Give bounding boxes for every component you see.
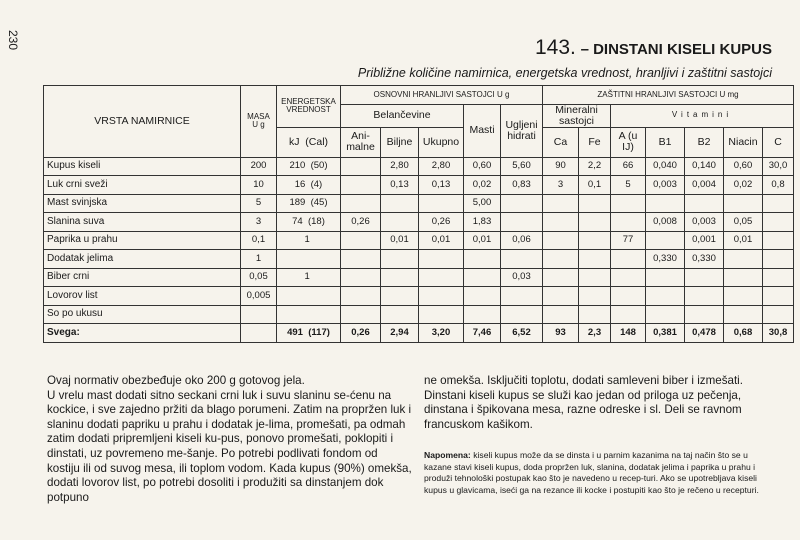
row-energy: 74 (18) xyxy=(277,213,341,232)
col-header-masa: MASA U g xyxy=(241,86,277,158)
row-ugh: 0,83 xyxy=(501,176,543,195)
table-row xyxy=(44,231,794,250)
row-a xyxy=(611,305,646,324)
total-energy: 491 (117) xyxy=(277,324,341,343)
col-header-belancevine: Belančevine xyxy=(341,104,464,127)
row-ugh: 0,03 xyxy=(501,268,543,287)
row-fe xyxy=(579,268,611,287)
recipe-subtitle: Približne količine namirnica, energetska vrednost, hranljivi i zaštitni sastojci xyxy=(357,66,772,80)
row-bilj xyxy=(381,194,419,213)
row-bilj: 2,80 xyxy=(381,157,419,176)
row-uk xyxy=(419,268,464,287)
row-masa: 200 xyxy=(241,157,277,176)
row-c xyxy=(763,194,794,213)
row-c xyxy=(763,287,794,306)
row-energy xyxy=(277,305,341,324)
instructions-left xyxy=(47,374,412,505)
row-b1 xyxy=(646,268,685,287)
row-ca xyxy=(543,213,579,232)
row-a: 66 xyxy=(611,157,646,176)
row-a xyxy=(611,287,646,306)
row-fe xyxy=(579,213,611,232)
row-fe xyxy=(579,250,611,269)
row-bilj: 0,01 xyxy=(381,231,419,250)
total-label: Svega: xyxy=(44,324,241,343)
row-nia: 0,60 xyxy=(724,157,763,176)
row-a xyxy=(611,194,646,213)
table-row-total xyxy=(44,324,794,343)
col-header-a: A (u IJ) xyxy=(611,127,646,157)
row-a xyxy=(611,213,646,232)
row-masti: 0,02 xyxy=(464,176,501,195)
row-ca: 3 xyxy=(543,176,579,195)
col-header-biljne: Biljne xyxy=(381,127,419,157)
row-uk: 0,26 xyxy=(419,213,464,232)
row-ugh xyxy=(501,213,543,232)
row-masa: 0,1 xyxy=(241,231,277,250)
table-row xyxy=(44,194,794,213)
row-ca xyxy=(543,231,579,250)
row-ca xyxy=(543,305,579,324)
total-masti: 7,46 xyxy=(464,324,501,343)
row-masa: 5 xyxy=(241,194,277,213)
row-nia: 0,01 xyxy=(724,231,763,250)
total-ukupno: 3,20 xyxy=(419,324,464,343)
table-row xyxy=(44,268,794,287)
row-c xyxy=(763,250,794,269)
table-row xyxy=(44,250,794,269)
row-ca xyxy=(543,287,579,306)
col-header-c: C xyxy=(763,127,794,157)
row-name: Kupus kiseli xyxy=(44,157,241,176)
row-masa: 3 xyxy=(241,213,277,232)
recipe-number: 143. xyxy=(534,36,576,59)
row-anim xyxy=(341,194,381,213)
row-fe xyxy=(579,305,611,324)
row-energy: 1 xyxy=(277,268,341,287)
row-masa: 0,05 xyxy=(241,268,277,287)
row-b2: 0,004 xyxy=(685,176,724,195)
instructions-body: U vrelu mast dodati sitno seckani crni luk i suvu slaninu se-ćenu na kockice, i sve zajedno pržiti da blago porumeni. Zatim na propržen luk i slaninu dodati papriku u prahu i dodatak je-lima, promešati, pa odmah zatim dodati pripremljeni kiseli ku-pus, ponovo promešati, poklopiti i dinstati, uz povremeno me-šanje. Po potrebi podlivati fondom od kostiju ili od suvog mesa, ili toplom vodom. Kada kupus (90%) omekša, dodati lovorov list, po potrebi dosoliti i produžiti sa dinstanjem dok potpuno xyxy=(47,388,412,504)
row-b1: 0,003 xyxy=(646,176,685,195)
col-header-masti: Masti xyxy=(464,104,501,157)
page-number: 230 xyxy=(6,30,20,51)
row-fe: 2,2 xyxy=(579,157,611,176)
row-b1 xyxy=(646,287,685,306)
row-nia: 0,05 xyxy=(724,213,763,232)
row-nia xyxy=(724,305,763,324)
row-name: Luk crni sveži xyxy=(44,176,241,195)
col-header-kj: kJ (Cal) xyxy=(277,127,341,157)
row-bilj xyxy=(381,250,419,269)
total-niacin: 0,68 xyxy=(724,324,763,343)
row-c xyxy=(763,213,794,232)
row-b2: 0,330 xyxy=(685,250,724,269)
row-a xyxy=(611,250,646,269)
col-header-niacin: Niacin xyxy=(724,127,763,157)
row-b2: 0,003 xyxy=(685,213,724,232)
row-masti: 1,83 xyxy=(464,213,501,232)
row-fe xyxy=(579,287,611,306)
col-header-b1: B1 xyxy=(646,127,685,157)
col-header-b2: B2 xyxy=(685,127,724,157)
row-anim xyxy=(341,231,381,250)
row-bilj xyxy=(381,305,419,324)
recipe-title xyxy=(535,36,772,60)
row-c xyxy=(763,305,794,324)
table-row xyxy=(44,287,794,306)
row-anim xyxy=(341,176,381,195)
row-name: So po ukusu xyxy=(44,305,241,324)
row-b2 xyxy=(685,268,724,287)
total-b2: 0,478 xyxy=(685,324,724,343)
row-masti xyxy=(464,305,501,324)
col-header-ukupno: Ukupno xyxy=(419,127,464,157)
row-b2: 0,001 xyxy=(685,231,724,250)
row-ugh: 5,60 xyxy=(501,157,543,176)
row-b1 xyxy=(646,305,685,324)
col-header-fe: Fe xyxy=(579,127,611,157)
row-c: 30,0 xyxy=(763,157,794,176)
row-uk xyxy=(419,305,464,324)
row-masa: 1 xyxy=(241,250,277,269)
row-bilj xyxy=(381,268,419,287)
row-uk xyxy=(419,287,464,306)
row-bilj xyxy=(381,287,419,306)
nutrition-table xyxy=(43,85,794,343)
row-name: Lovorov list xyxy=(44,287,241,306)
row-a: 5 xyxy=(611,176,646,195)
row-b2 xyxy=(685,287,724,306)
row-masti: 0,01 xyxy=(464,231,501,250)
row-c xyxy=(763,268,794,287)
row-name: Slanina suva xyxy=(44,213,241,232)
col-header-energ: ENERGETSKA VREDNOST xyxy=(277,86,341,128)
row-anim xyxy=(341,157,381,176)
table-row xyxy=(44,157,794,176)
row-masti xyxy=(464,250,501,269)
row-uk: 0,13 xyxy=(419,176,464,195)
total-biljne: 2,94 xyxy=(381,324,419,343)
row-fe xyxy=(579,231,611,250)
row-nia xyxy=(724,194,763,213)
total-ca: 93 xyxy=(543,324,579,343)
row-masti: 5,00 xyxy=(464,194,501,213)
row-ca: 90 xyxy=(543,157,579,176)
row-fe: 0,1 xyxy=(579,176,611,195)
row-nia xyxy=(724,250,763,269)
row-name: Biber crni xyxy=(44,268,241,287)
row-masa: 10 xyxy=(241,176,277,195)
row-b1 xyxy=(646,231,685,250)
row-ugh xyxy=(501,305,543,324)
col-header-vitamini: Vitamini xyxy=(611,104,794,127)
row-anim xyxy=(341,305,381,324)
row-nia xyxy=(724,287,763,306)
col-header-animalne: Ani- malne xyxy=(341,127,381,157)
col-header-osnovni: OSNOVNI HRANLJIVI SASTOJCI U g xyxy=(341,86,543,105)
row-uk: 2,80 xyxy=(419,157,464,176)
row-b1 xyxy=(646,194,685,213)
row-anim xyxy=(341,250,381,269)
row-ugh xyxy=(501,250,543,269)
row-b2 xyxy=(685,305,724,324)
total-c: 30,8 xyxy=(763,324,794,343)
total-animalne: 0,26 xyxy=(341,324,381,343)
row-fe xyxy=(579,194,611,213)
row-ugh xyxy=(501,287,543,306)
row-nia xyxy=(724,268,763,287)
instructions-right xyxy=(424,374,774,432)
instructions-continued: ne omekša. Isključiti toplotu, dodati samleveni biber i izmešati. Dinstani kiseli kupus se služi kao jedan od priloga uz pečenja, dinstana i špikovana mesa, razne odreske i sl. Deli se ravnom francuskom kašikom. xyxy=(424,374,743,431)
row-b2: 0,140 xyxy=(685,157,724,176)
row-energy: 1 xyxy=(277,231,341,250)
row-name: Mast svinjska xyxy=(44,194,241,213)
row-energy xyxy=(277,250,341,269)
row-anim: 0,26 xyxy=(341,213,381,232)
row-ca xyxy=(543,268,579,287)
col-header-vrsta: VRSTA NAMIRNICE xyxy=(44,86,241,158)
row-masa: 0,005 xyxy=(241,287,277,306)
row-masti: 0,60 xyxy=(464,157,501,176)
note xyxy=(424,450,774,496)
row-ugh xyxy=(501,194,543,213)
col-header-ca: Ca xyxy=(543,127,579,157)
row-ugh: 0,06 xyxy=(501,231,543,250)
row-masti xyxy=(464,287,501,306)
total-ugljeni: 6,52 xyxy=(501,324,543,343)
note-text: kiseli kupus može da se dinsta i u parnim kazanima na taj način što se u kazane stavi kiseli kupus, doda propržen luk, slanina, dodatak jelima i paprika u prahu i produži tehnološki postupak kao što je navedeno u recep-turi. Ako se upotrebljava kiseli kupus u glavicama, iseći ga na rezance ili kocke i postupiti kao što je rečeno u recepturi. xyxy=(424,450,759,495)
recipe-name: – DINSTANI KISELI KUPUS xyxy=(580,41,772,58)
row-b1: 0,330 xyxy=(646,250,685,269)
row-bilj xyxy=(381,213,419,232)
note-label: Napomena: xyxy=(424,450,471,460)
table-row xyxy=(44,213,794,232)
row-ca xyxy=(543,194,579,213)
row-uk xyxy=(419,250,464,269)
table-row xyxy=(44,305,794,324)
row-uk xyxy=(419,194,464,213)
row-energy xyxy=(277,287,341,306)
row-anim xyxy=(341,287,381,306)
total-b1: 0,381 xyxy=(646,324,685,343)
row-anim xyxy=(341,268,381,287)
row-b2 xyxy=(685,194,724,213)
row-bilj: 0,13 xyxy=(381,176,419,195)
total-fe: 2,3 xyxy=(579,324,611,343)
row-c: 0,8 xyxy=(763,176,794,195)
row-energy: 189 (45) xyxy=(277,194,341,213)
table-row xyxy=(44,176,794,195)
row-name: Paprika u prahu xyxy=(44,231,241,250)
row-a: 77 xyxy=(611,231,646,250)
row-energy: 16 (4) xyxy=(277,176,341,195)
total-a: 148 xyxy=(611,324,646,343)
row-masa xyxy=(241,305,277,324)
row-c xyxy=(763,231,794,250)
col-header-ugljeni: Ugljeni hidrati xyxy=(501,104,543,157)
row-a xyxy=(611,268,646,287)
col-header-mineralni: Mineralni sastojci xyxy=(543,104,611,127)
row-energy: 210 (50) xyxy=(277,157,341,176)
row-b1: 0,008 xyxy=(646,213,685,232)
col-header-zastitni: ZAŠTITNI HRANLJIVI SASTOJCI U mg xyxy=(543,86,794,105)
instructions-intro: Ovaj normativ obezbeđuje oko 200 g gotovog jela. xyxy=(47,374,305,387)
row-b1: 0,040 xyxy=(646,157,685,176)
row-nia: 0,02 xyxy=(724,176,763,195)
row-masti xyxy=(464,268,501,287)
row-name: Dodatak jelima xyxy=(44,250,241,269)
row-uk: 0,01 xyxy=(419,231,464,250)
row-ca xyxy=(543,250,579,269)
total-masa xyxy=(241,324,277,343)
